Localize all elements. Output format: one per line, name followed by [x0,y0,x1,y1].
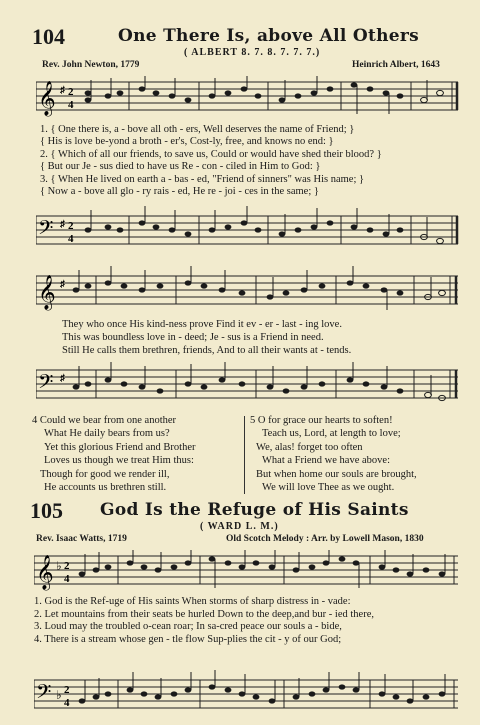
bass-staff-system-2 [36,358,460,408]
svg-text:2: 2 [64,560,70,572]
svg-text:♯: ♯ [60,279,65,290]
verse-line: 2. { Which of all our friends, to save us, Could or would have shed their blood? } [40,148,382,160]
words-credit: Rev. John Newton, 1779 [42,60,140,70]
stanza-line: What a Friend we have above: [262,455,390,467]
music-credit: Heinrich Albert, 1643 [352,60,440,70]
verse-lyrics-system-1 [40,124,382,198]
treble-staff-system-1 [36,76,460,122]
stanza-4 [32,414,195,494]
stanza-divider [244,416,245,494]
verse-line: { His is love be-yond a broth - er's, Cost-ly, free, and knows no end: } [40,136,334,148]
verse-line: 3. Loud may the troubled o-cean roar; In sa-cred peace our souls a - bide, [34,621,342,633]
stanza-line: 5 O for grace our hearts to soften! [250,415,393,426]
refrain-line: Still He calls them brethren, friends, And to all their wants at - tends. [62,345,352,356]
svg-text:𝄢: 𝄢 [38,216,54,244]
svg-text:♯: ♯ [60,373,65,384]
refrain-lyrics [62,318,351,357]
stanza-line: Loves us though we treat Him thus: [44,455,194,467]
hymn-title: God Is the Refuge of His Saints [100,500,409,520]
treble-staff-hymn-105 [34,550,460,594]
treble-staff-system-2 [36,264,460,314]
stanza-line: 4 Could we bear from one another [32,415,177,426]
tune-name: ( ALBERT 8. 7. 8. 7. 7. 7.) [184,47,321,58]
svg-text:𝄢: 𝄢 [38,370,54,398]
svg-text:2: 2 [68,220,74,232]
hymn-number: 105 [30,498,63,523]
stanza-5 [250,414,417,494]
svg-text:4: 4 [64,573,70,585]
svg-text:𝄞: 𝄞 [38,81,56,116]
bass-staff-hymn-105 [34,668,460,720]
stanza-line: We, alas! forget too often [256,441,363,453]
music-credit: Old Scotch Melody : Arr. by Lowell Mason, 1830 [226,534,424,544]
tune-name: ( WARD L. M.) [200,521,279,532]
svg-text:2: 2 [68,86,74,98]
stanza-line: We will love Thee as we ought. [262,482,395,494]
hymn-105-verses [34,596,374,646]
verse-line: 4. There is a stream whose gen - tle flow Sup-plies the cit - y of our God; [34,633,342,645]
stanza-line: He accounts us brethren still. [44,482,167,494]
hymn-title: One There Is, above All Others [118,26,420,46]
svg-text:𝄞: 𝄞 [38,275,56,310]
stanza-line: Though for good we render ill, [40,468,170,480]
words-credit: Rev. Isaac Watts, 1719 [36,534,127,544]
refrain-line: This was boundless love in - deed; Je - sus is a Friend in need. [62,332,324,343]
svg-text:4: 4 [68,99,74,111]
verse-line: { But our Je - sus died to have us Re - con - ciled in Him to God: } [40,161,321,173]
stanza-line: But when home our souls are brought, [256,468,417,480]
svg-text:4: 4 [64,697,70,709]
stanza-line: Yet this glorious Friend and Brother [44,441,196,453]
refrain-line: They who once His kind-ness prove Find it ev - er - last - ing love. [62,319,342,330]
svg-text:𝄞: 𝄞 [36,555,54,590]
stanza-line: What He daily bears from us? [44,428,170,440]
verse-line: 1. God is the Ref-uge of His saints When storms of sharp distress in - vade: [34,596,351,607]
svg-text:2: 2 [64,684,70,696]
svg-text:4: 4 [68,233,74,245]
svg-text:♭: ♭ [56,688,62,702]
bass-staff-system-1 [36,200,460,250]
verse-line: { Now a - bove all glo - ry rais - ed, He re - joi - ces in the same; } [40,186,319,198]
verse-line: 2. Let mountains from their seats be hurled Down to the deep,and bur - ied there, [34,608,374,620]
svg-text:♭: ♭ [56,559,62,573]
svg-text:𝄢: 𝄢 [36,680,52,708]
svg-text:♯: ♯ [60,219,65,230]
verse-line: 3. { When He lived on earth a - bas - ed, "Friend of sinners" was His name; } [40,173,365,185]
verse-line: 1. { One there is, a - bove all oth - ers, Well deserves the name of Friend; } [40,124,355,135]
hymn-number: 104 [32,24,65,49]
svg-text:♯: ♯ [60,85,65,96]
stanza-line: Teach us, Lord, at length to love; [262,428,401,440]
